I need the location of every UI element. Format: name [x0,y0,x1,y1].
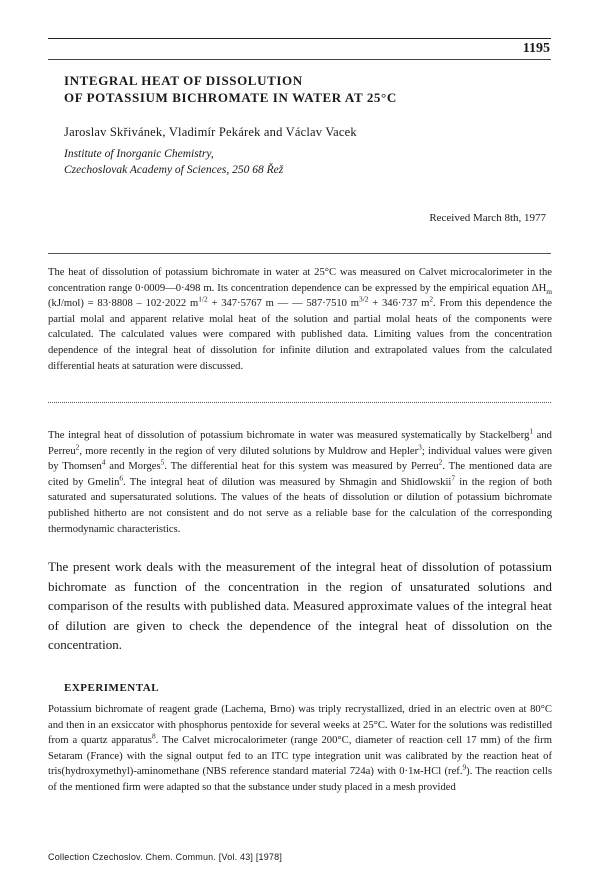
affiliation-line-2: Czechoslovak Academy of Sciences, 250 68 Řež [64,164,284,176]
author-separator: and [260,125,286,139]
abstract-text: + 347·5767 m — — 587·7510 m [207,298,359,310]
experimental-text: ). The reaction cells of the mentioned firm were adapted so that the substance under study placed in a mesh provided [48,766,552,793]
intro-text: , more recently in the region of very diluted solutions by Muldrow and Hepler [79,445,419,457]
experimental-paragraph [48,702,552,796]
aim-paragraph: The present work deals with the measurement of the integral heat of dissolution of potassium bichromate as function of the concentration in the region of unsaturated solutions and comparison of the results with published data. Measured approximate values of the integral heat of dilution are given to check the dependence of the integral heat of dissolution on the concentration. [48,559,552,653]
intro-text: in the region of both saturated and supersaturated solutions. The values of the heats of dissolution or dilution of potassium bichromate published hitherto are not consistent and do not serve as a reliable base for the calculation of the corresponding thermodynamic characteristics. [48,476,552,535]
author-1-given: Jaroslav [64,125,107,139]
reference-mark: 3 [418,442,422,452]
experimental-text: Potassium bichromate of reagent grade (Lachema, Brno) was triply recrystallized, dried in an electric oven at 80°C and then in an exsiccator with phosphorus pentoxide for several weeks at 25°C. Water for the solutions was redistilled from a quartz apparatus [48,704,552,747]
reference-mark: 8 [151,731,156,741]
section-heading-experimental: EXPERIMENTAL [64,682,160,694]
abstract-text: (kJ/mol) = 83·8808 – 102·2022 m [48,298,199,310]
reference-mark: 9 [462,762,467,772]
reference-mark: 2 [438,457,443,467]
reference-mark: 5 [160,457,165,467]
abstract-rule-bottom [48,402,551,403]
reference-mark: 1 [529,426,534,436]
reference-mark: 2 [75,442,80,452]
intro-text: . The mentioned data are cited by Gmelin [48,461,552,488]
author-1-surname: Skřivánek [109,125,163,139]
header-rule-top [48,38,551,39]
abstract-text: + 346·737 m [368,298,430,310]
intro-text: . The differential heat for this system was measured by Perreu [164,461,439,473]
intro-text: ; individual values were given by Thomsen [48,445,552,473]
affiliation [64,146,283,178]
affiliation-line-1: Institute of Inorganic Chemistry, [64,148,214,160]
intro-text: . The integral heat of dilution was measured by Shmagin and Shidlowskii [123,476,452,488]
journal-footer: Collection Czechoslov. Chem. Commun. [Vol. 43] [1978] [48,852,283,862]
abstract-text: . From this dependence the partial molal and apparent relative molal heat of the solution and partial molal heats of the components were calculated. The calculated values were compared with published data. Limiting values from the concentration dependence of the integral heat of dissolution for infinite dilution and extrapolated values from the calculated differential heats at saturation were discussed. [48,298,552,372]
exponent: 1/2 [198,294,208,304]
exponent: 2 [429,294,434,304]
exponent: 3/2 [358,294,369,304]
article-title [64,72,544,106]
reference-mark: 6 [119,473,124,483]
author-2-surname: Pekárek [218,125,261,139]
subscript: m [546,286,552,296]
intro-text: and Morges [105,461,161,473]
title-line-2: OF POTASSIUM BICHROMATE IN WATER AT 25°C [64,90,397,105]
received-date: Received March 8th, 1977 [429,212,546,224]
experimental-text: . The Calvet microcalorimeter (range 200°C, diameter of reaction cell 17 mm) of the firm Setaram (France) with the signal output fed to an ITC type integration unit was calibrated by the reaction heat of tris(hydroxymethyl)-aminomethane (NBS reference standard material 724a) with 0·1м-HCl (ref. [48,735,552,778]
page-number: 1195 [522,41,550,56]
reference-mark: 7 [451,473,456,483]
abstract [48,265,552,374]
author-3-surname: Vacek [325,125,357,139]
header-rule-bottom [48,59,551,60]
author-separator: , [162,125,169,139]
intro-text: The integral heat of dissolution of potassium bichromate in water was measured systematically by Stackelberg [48,430,530,441]
abstract-text: The heat of dissolution of potassium bichromate in water at 25°C was measured on Calvet microcalorimeter in the concentration range 0·0009—0·498 m. Its concentration dependence can be expressed by the empirical equation ΔH [48,267,552,294]
author-3-given: Václav [285,125,323,139]
title-line-1: INTEGRAL HEAT OF DISSOLUTION [64,73,303,88]
intro-text: and Perreu [48,430,552,457]
introduction-paragraph [48,428,552,537]
reference-mark: 4 [101,457,106,467]
author-list [64,125,357,140]
author-2-given: Vladimír [168,125,216,139]
abstract-rule-top [48,253,551,254]
